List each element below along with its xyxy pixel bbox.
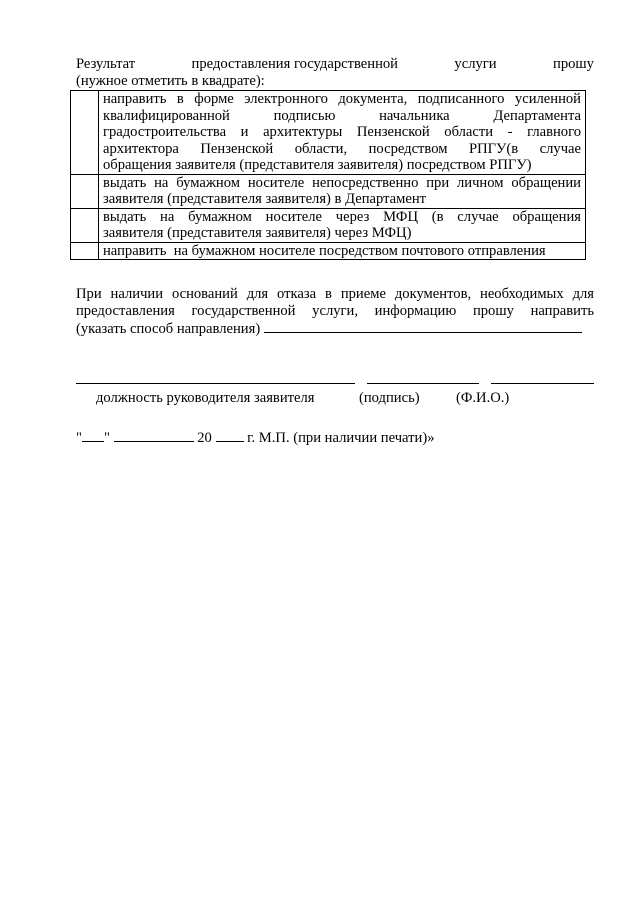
option-line: градостроительства и архитектуры Пензенской области - главного <box>103 124 581 140</box>
date-line <box>76 428 435 447</box>
signature-lines <box>76 383 594 385</box>
intro-word-4: прошу <box>553 56 594 72</box>
option-text-electronic <box>99 91 586 175</box>
option-row <box>71 208 586 242</box>
refusal-method-field[interactable] <box>264 319 582 333</box>
position-field-line[interactable] <box>76 383 355 384</box>
option-row <box>71 174 586 208</box>
option-line: выдать на бумажном носителе через МФЦ (в случае обращения <box>103 208 581 225</box>
option-line: архитектора Пензенской области, посредством РПГУ(в случае <box>103 140 581 157</box>
date-close-quote: " <box>103 430 110 446</box>
intro-word-1: Результат <box>76 56 136 72</box>
option-row <box>71 91 586 175</box>
position-label: должность руководителя заявителя <box>96 390 315 406</box>
intro-block <box>76 56 594 89</box>
option-text-mfc <box>99 208 586 242</box>
name-field-line[interactable] <box>491 383 594 384</box>
option-line: заявителя (представителя заявителя) через МФЦ) <box>103 225 412 241</box>
refusal-line-3 <box>76 319 594 338</box>
refusal-paragraph <box>76 286 594 338</box>
signature-labels <box>0 390 640 408</box>
signature-label: (подпись) <box>359 390 420 406</box>
date-suffix: г. М.П. (при наличии печати)» <box>247 430 435 446</box>
intro-line-1 <box>76 56 594 73</box>
name-label: (Ф.И.О.) <box>456 390 510 406</box>
intro-word-2: предоставления государственной <box>191 56 398 72</box>
option-line: направить в форме электронного документа, подписанного усиленной <box>103 91 581 107</box>
option-checkbox-post[interactable] <box>71 242 99 260</box>
refusal-method-label: (указать способ направления) <box>76 321 261 337</box>
year-field[interactable] <box>216 428 244 442</box>
option-line: выдать на бумажном носителе непосредственно при личном обращении <box>103 174 581 191</box>
intro-word-3: услуги <box>454 56 497 72</box>
refusal-line-1: При наличии оснований для отказа в приеме документов, необходимых для <box>76 286 594 302</box>
intro-line-2: (нужное отметить в квадрате): <box>76 72 265 89</box>
year-prefix: 20 <box>197 430 212 446</box>
option-line: заявителя (представителя заявителя) в Департамент <box>103 191 427 207</box>
month-field[interactable] <box>114 428 194 442</box>
option-checkbox-in-person[interactable] <box>71 174 99 208</box>
option-text-post <box>99 242 586 260</box>
date-open-quote: " <box>76 430 82 446</box>
option-line: обращения заявителя (представителя заявителя) посредством РПГУ) <box>103 157 532 173</box>
option-checkbox-electronic[interactable] <box>71 91 99 175</box>
option-line: квалифицированной подписью начальника Департамента <box>103 107 581 124</box>
option-line: направить на бумажном носителе посредством почтового отправления <box>103 242 546 259</box>
delivery-options-table <box>70 90 586 260</box>
option-text-in-person <box>99 174 586 208</box>
day-field[interactable] <box>82 428 104 442</box>
refusal-line-2: предоставления государственной услуги, информацию прошу направить <box>76 302 594 319</box>
option-row <box>71 242 586 260</box>
option-checkbox-mfc[interactable] <box>71 208 99 242</box>
signature-field-line[interactable] <box>367 383 479 384</box>
